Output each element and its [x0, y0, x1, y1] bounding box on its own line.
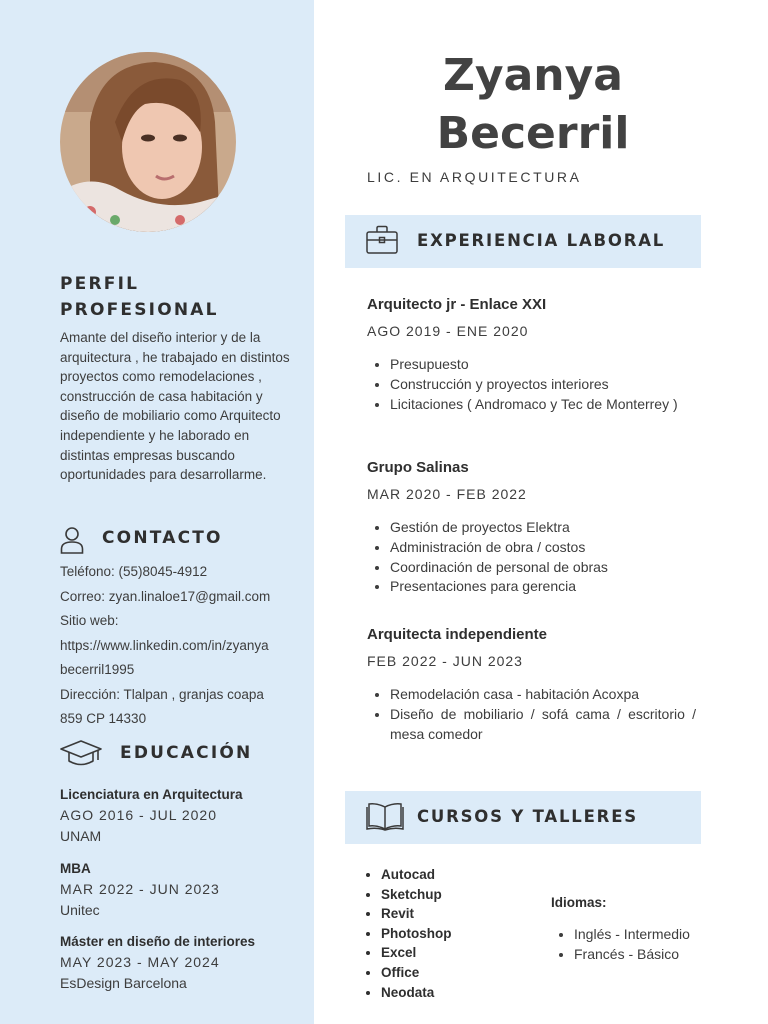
job-entry-title: Arquitecta independiente — [367, 626, 548, 643]
job-entry-title: Arquitecto jr - Enlace XXI — [367, 296, 547, 313]
first-name: Zyanya — [443, 50, 623, 101]
list-item: • Presupuesto — [390, 355, 702, 375]
job-entry-tasks — [367, 685, 702, 744]
list-item: • Francés - Básico — [574, 945, 690, 965]
job-entry — [367, 458, 702, 597]
profile-heading-line1: PERFIL — [60, 274, 140, 294]
education-dates: MAY 2023 - MAY 2024 — [60, 954, 220, 970]
list-item: • Office — [381, 963, 452, 983]
open-book-icon — [366, 801, 404, 831]
education-school: Unitec — [60, 902, 100, 918]
contact-website-line2[interactable]: becerril1995 — [60, 662, 135, 677]
list-item: • Inglés - Intermedio — [574, 925, 690, 945]
education-school: EsDesign Barcelona — [60, 975, 187, 991]
education-dates: MAR 2022 - JUN 2023 — [60, 881, 220, 897]
briefcase-icon — [366, 225, 398, 255]
education-heading: EDUCACIÓN — [120, 743, 253, 763]
education-dates: AGO 2016 - JUL 2020 — [60, 807, 218, 823]
last-name: Becerril — [436, 108, 630, 159]
list-item: • Administración de obra / costos — [390, 538, 702, 558]
list-item: • Gestión de proyectos Elektra — [390, 518, 702, 538]
job-entry-dates: AGO 2019 - ENE 2020 — [367, 323, 529, 339]
job-title: LIC. EN ARQUITECTURA — [367, 169, 582, 185]
list-item: • Diseño de mobiliario / sofá cama / escritorio / mesa comedor — [390, 705, 702, 745]
courses-section-header — [345, 791, 701, 844]
profile-heading-line2: PROFESIONAL — [60, 300, 219, 320]
contact-website-line1[interactable]: https://www.linkedin.com/in/zyanya — [60, 637, 269, 653]
job-entry-tasks — [367, 518, 702, 597]
profile-photo — [60, 52, 236, 232]
education-item — [60, 932, 300, 993]
languages-list — [551, 925, 690, 965]
list-item: • Excel — [381, 943, 452, 963]
job-entry-dates: FEB 2022 - JUN 2023 — [367, 653, 523, 669]
graduation-cap-icon — [60, 740, 102, 773]
contact-phone: Teléfono: (55)8045-4912 — [60, 564, 208, 579]
list-item: • Presentaciones para gerencia — [390, 577, 702, 597]
list-item: • Autocad — [381, 865, 452, 885]
contact-heading: CONTACTO — [102, 528, 223, 548]
list-item: • Remodelación casa - habitación Acoxpa — [390, 685, 702, 705]
list-item: • Neodata — [381, 983, 452, 1003]
list-item: • Construcción y proyectos interiores — [390, 375, 702, 395]
list-item: • Photoshop — [381, 924, 452, 944]
job-entry-tasks — [367, 355, 702, 414]
person-icon — [60, 526, 84, 559]
list-item: • Revit — [381, 904, 452, 924]
education-item — [60, 785, 300, 846]
courses-list — [367, 865, 452, 1002]
contact-email[interactable]: Correo: zyan.linaloe17@gmail.com — [60, 588, 271, 604]
contact-address-line2: 859 CP 14330 — [60, 711, 147, 726]
education-school: UNAM — [60, 828, 102, 844]
experience-section-header — [345, 215, 701, 268]
profile-summary: Amante del diseño interior y de la arquitectura , he trabajado en distintos proyectos como remodelaciones , construcción de casa habitación y diseño de mobiliario como Arquitecto independiente y he laborado en distintas empresas buscando oportunidades para desarrollarme. — [60, 330, 290, 483]
education-item — [60, 859, 300, 920]
list-item: • Sketchup — [381, 885, 452, 905]
languages-heading: Idiomas: — [551, 895, 607, 910]
job-entry-title: Grupo Salinas — [367, 459, 469, 476]
contact-details — [60, 560, 310, 732]
courses-heading: CURSOS Y TALLERES — [417, 807, 638, 826]
list-item: • Coordinación de personal de obras — [390, 558, 702, 578]
education-title: Máster en diseño de interiores — [60, 934, 256, 949]
education-title: MBA — [60, 861, 91, 876]
contact-address-line1: Dirección: Tlalpan , granjas coapa — [60, 686, 264, 702]
job-entry-dates: MAR 2020 - FEB 2022 — [367, 486, 527, 502]
experience-heading: EXPERIENCIA LABORAL — [417, 231, 666, 250]
job-entry — [367, 295, 702, 414]
list-item: • Licitaciones ( Andromaco y Tec de Monterrey ) — [390, 395, 702, 415]
job-entry — [367, 625, 702, 744]
contact-website-label: Sitio web: — [60, 613, 119, 628]
education-title: Licenciatura en Arquitectura — [60, 787, 243, 802]
